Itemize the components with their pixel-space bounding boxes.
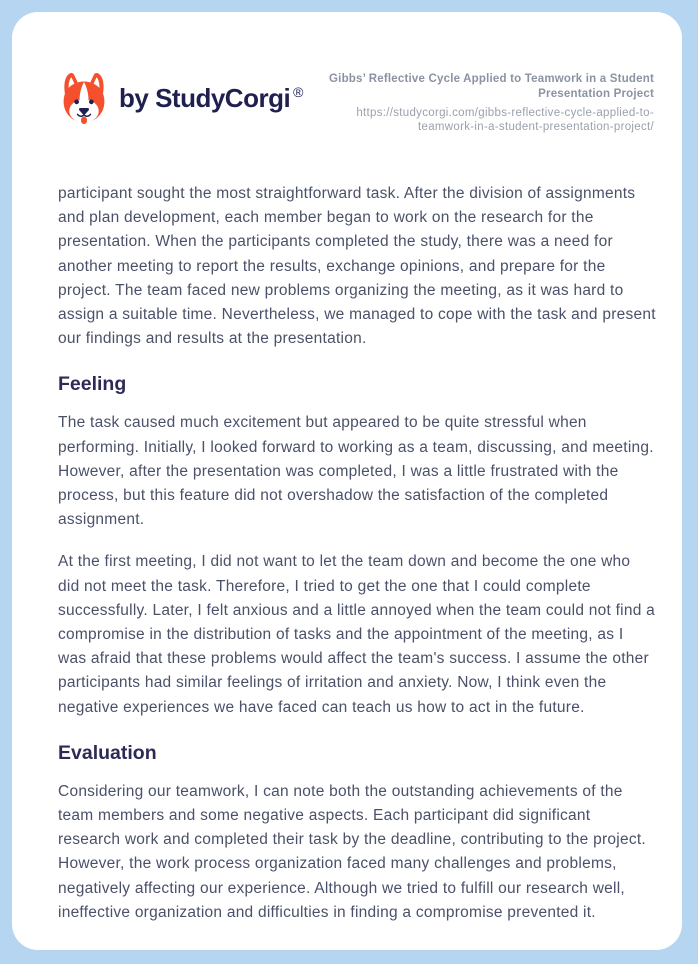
document-header <box>58 70 654 134</box>
section-heading-feeling: Feeling <box>58 373 127 396</box>
registered-trademark-icon: ® <box>293 83 303 100</box>
document-title-block <box>322 70 654 134</box>
page <box>0 12 698 964</box>
intro-paragraph: participant sought the most straightforward task. After the division of assignments and plan development, each member began to work on the research for the presentation. When the participants completed the study, there was a need for another meeting to report the results, exchange opinions, and prepare for the project. The team faced new problems organizing the meeting, as it was hard to assign a suitable time. Nevertheless, we managed to cope with the task and present our findings and results at the presentation. <box>58 185 656 348</box>
section-heading-evaluation: Evaluation <box>58 741 157 764</box>
brand-text: by StudyCorgi ® <box>119 82 303 113</box>
paragraph: The task caused much excitement but appeared to be quite stressful when performing. Initially, I looked forward to working as a team, discussing, and meeting. However, after the presentation was completed, I was a little frustrated with the process, but this feature did not overshadow the satisfaction of the completed assignment. <box>58 414 654 529</box>
paragraph: Considering our teamwork, I can note both the outstanding achievements of the team members and some negative aspects. Each participant did significant research work and completed their task by the deadline, contributing to the project. However, the work process organization faced many challenges and problems, negatively affecting our experience. Although we tried to fulfill our research well, ineffective organization and difficulties in finding a compromise prevented it. <box>58 782 646 921</box>
document-title: Gibbs’ Reflective Cycle Applied to Teamwork in a Student Presentation Project <box>329 73 654 100</box>
document-url[interactable]: https://studycorgi.com/gibbs-reflective-cycle-applied-to-teamwork-in-a-student-presentation-project/ <box>356 107 654 133</box>
document-card <box>12 12 682 950</box>
corgi-head-icon <box>58 70 110 126</box>
article-body <box>58 182 656 925</box>
studycorgi-logo[interactable] <box>58 70 303 126</box>
paragraph: At the first meeting, I did not want to let the team down and become the one who did not meet the task. Therefore, I tried to get the one that I could complete successfully. Later, I felt anxious and a little annoyed when the team could not find a compromise in the distribution of tasks and the appointment of the meeting, as I was afraid that these problems would affect the team's success. I assume the other participants had similar feelings of irritation and anxiety. Now, I think even the negative experiences we have faced can teach us how to act in the future. <box>58 553 656 716</box>
